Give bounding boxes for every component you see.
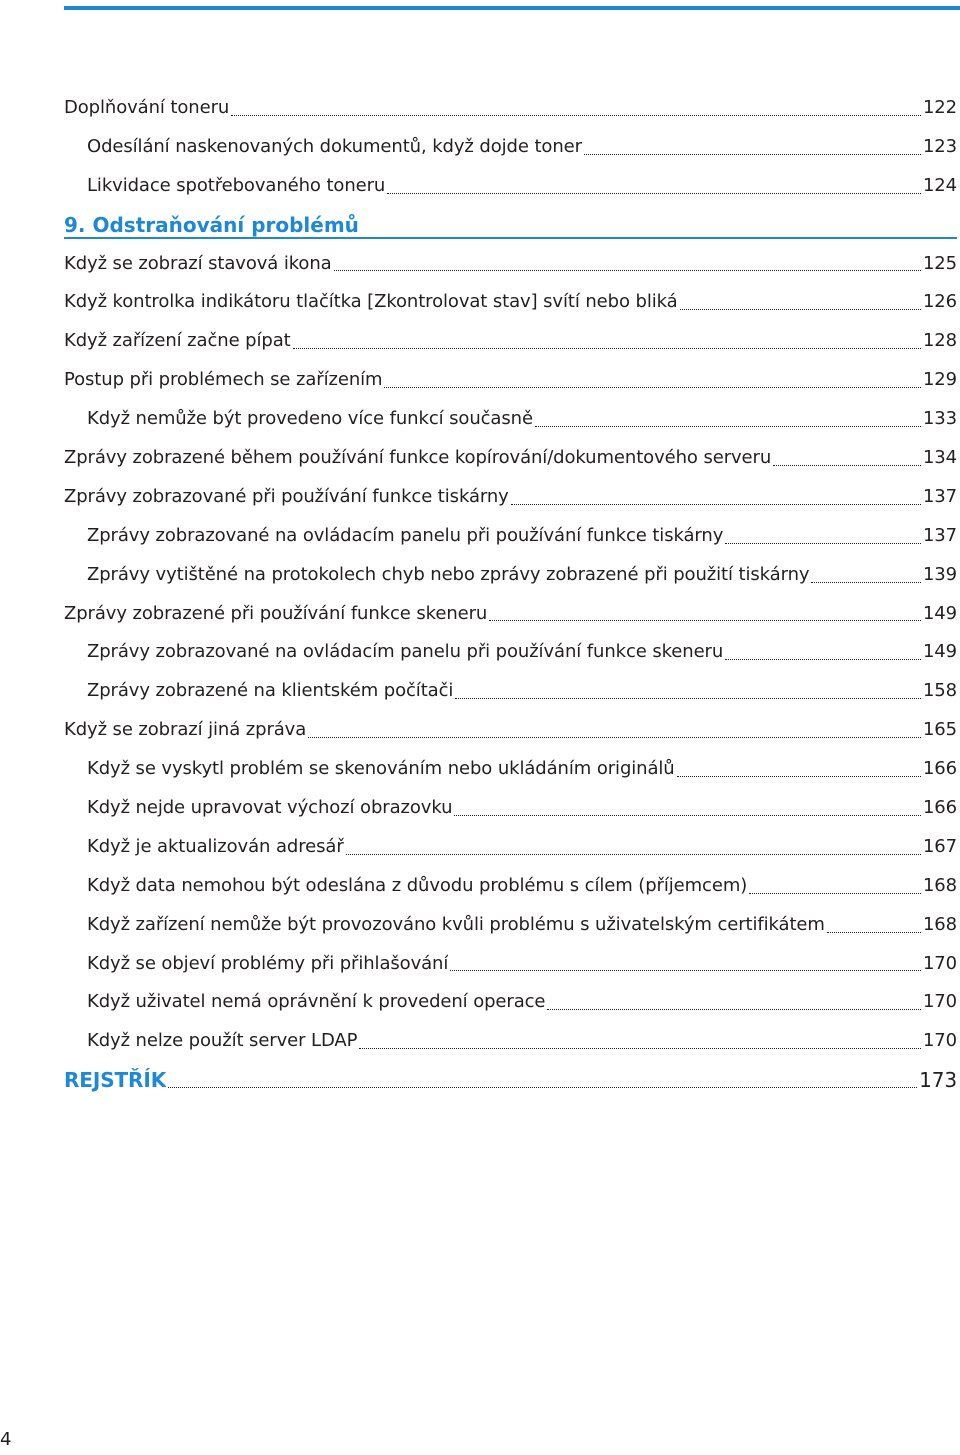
top-rule xyxy=(64,6,960,10)
dot-leader xyxy=(384,386,920,388)
dot-leader xyxy=(334,269,921,271)
toc-entry-page-number: 128 xyxy=(922,330,957,352)
toc-entry[interactable] xyxy=(64,322,957,361)
toc-entry-title: Když zařízení začne pípat xyxy=(64,330,291,352)
toc-entry[interactable] xyxy=(64,517,957,556)
toc-entry-title: Když nemůže být provedeno více funkcí současně xyxy=(87,408,533,430)
chapter-title: 9. Odstraňování problémů xyxy=(64,212,359,237)
chapter-rule xyxy=(64,237,957,239)
toc-entry-page-number: 170 xyxy=(922,1030,957,1052)
toc-entry[interactable] xyxy=(64,89,957,128)
dot-leader xyxy=(489,619,921,621)
dot-leader xyxy=(584,153,921,155)
dot-leader xyxy=(811,581,921,583)
toc-entry-title: Když uživatel nemá oprávnění k provedení operace xyxy=(87,991,546,1013)
toc-entry[interactable] xyxy=(64,361,957,400)
toc-entry-title: Když je aktualizován adresář xyxy=(87,835,344,857)
toc-entry-page-number: 124 xyxy=(922,174,957,196)
toc-entry-page-number: 166 xyxy=(922,797,957,819)
toc-entry[interactable] xyxy=(64,439,957,478)
toc-entry-page-number: 137 xyxy=(922,485,957,507)
toc-entry-title: Když data nemohou být odeslána z důvodu problému s cílem (příjemcem) xyxy=(87,874,748,896)
toc-entry-page-number: 133 xyxy=(922,408,957,430)
toc-entry[interactable] xyxy=(64,867,957,906)
dot-leader xyxy=(827,931,921,933)
toc-entry[interactable] xyxy=(64,595,957,634)
toc-entry-title: Když se objeví problémy při přihlašování xyxy=(87,952,449,974)
toc-entry[interactable] xyxy=(64,711,957,750)
toc-entry-title: Když kontrolka indikátoru tlačítka [Zkontrolovat stav] svítí nebo bliká xyxy=(64,291,678,313)
page-number: 4 xyxy=(0,1429,12,1450)
toc-entry[interactable] xyxy=(64,906,957,945)
toc-entry-title: Postup při problémech se zařízením xyxy=(64,369,383,391)
toc-entry-page-number: 125 xyxy=(922,252,957,274)
toc-entry-page-number: 168 xyxy=(922,874,957,896)
toc-entry-page-number: 165 xyxy=(922,719,957,741)
toc-entry-title: Když zařízení nemůže být provozováno kvůli problému s uživatelským certifikátem xyxy=(87,913,825,935)
toc-entry-page-number: 158 xyxy=(922,680,957,702)
index-title: REJSTŘÍK xyxy=(64,1068,167,1093)
toc-entry-page-number: 137 xyxy=(922,524,957,546)
toc-entry-title: Zprávy vytištěné na protokolech chyb nebo zprávy zobrazené při použití tiskárny xyxy=(87,563,810,585)
toc-entry-title: Zprávy zobrazované při používání funkce tiskárny xyxy=(64,485,509,507)
dot-leader xyxy=(725,542,921,544)
toc-entry-title: Zprávy zobrazované na ovládacím panelu při používání funkce tiskárny xyxy=(87,524,724,546)
toc-entry[interactable] xyxy=(64,556,957,595)
toc-entry-title: Když nelze použít server LDAP xyxy=(87,1030,358,1052)
dot-leader xyxy=(168,1086,917,1088)
toc-entry-title: Když se zobrazí jiná zpráva xyxy=(64,719,307,741)
toc-entry-page-number: 126 xyxy=(922,291,957,313)
toc-entry-page-number: 166 xyxy=(922,758,957,780)
dot-leader xyxy=(450,969,921,971)
toc-entry[interactable] xyxy=(64,633,957,672)
dot-leader xyxy=(346,853,921,855)
dot-leader xyxy=(749,892,921,894)
dot-leader xyxy=(535,425,921,427)
toc-section-before-chapter xyxy=(64,89,957,206)
toc-entry[interactable] xyxy=(64,828,957,867)
dot-leader xyxy=(455,697,921,699)
dot-leader xyxy=(454,814,921,816)
toc-entry-page-number: 149 xyxy=(922,641,957,663)
toc-entry-page-number: 167 xyxy=(922,835,957,857)
toc-entry[interactable] xyxy=(64,478,957,517)
dot-leader xyxy=(308,736,921,738)
dot-leader xyxy=(511,503,921,505)
toc-entry[interactable] xyxy=(64,1022,957,1061)
toc-entry-title: Když se zobrazí stavová ikona xyxy=(64,252,332,274)
dot-leader xyxy=(680,308,921,310)
toc-entry-page-number: 139 xyxy=(922,563,957,585)
toc-entry-title: Zprávy zobrazované na ovládacím panelu při používání funkce skeneru xyxy=(87,641,724,663)
toc-entry[interactable] xyxy=(64,750,957,789)
toc-entry-page-number: 123 xyxy=(922,135,957,157)
dot-leader xyxy=(387,192,921,194)
toc-entry-page-number: 168 xyxy=(922,913,957,935)
dot-leader xyxy=(725,658,921,660)
toc-entry-title: Zprávy zobrazené při používání funkce skeneru xyxy=(64,602,488,624)
chapter-heading[interactable] xyxy=(64,206,957,245)
toc-entry[interactable] xyxy=(64,672,957,711)
dot-leader xyxy=(677,775,921,777)
toc-entry[interactable] xyxy=(64,945,957,984)
toc-entry-title: Likvidace spotřebovaného toneru xyxy=(87,174,386,196)
dot-leader xyxy=(231,114,921,116)
index-page-number: 173 xyxy=(919,1068,957,1093)
toc-entry-title: Odesílání naskenovaných dokumentů, když dojde toner xyxy=(87,135,582,157)
toc-entry-title: Když nejde upravovat výchozí obrazovku xyxy=(87,797,453,819)
dot-leader xyxy=(359,1047,921,1049)
toc-entry[interactable] xyxy=(64,128,957,167)
toc-entry[interactable] xyxy=(64,983,957,1022)
toc-entry[interactable] xyxy=(64,167,957,206)
dot-leader xyxy=(293,347,921,349)
toc-entry-title: Zprávy zobrazené na klientském počítači xyxy=(87,680,454,702)
toc-entry-page-number: 149 xyxy=(922,602,957,624)
toc-entry[interactable] xyxy=(64,789,957,828)
dot-leader xyxy=(773,464,921,466)
table-of-contents xyxy=(64,89,957,1100)
dot-leader xyxy=(547,1008,921,1010)
toc-entry[interactable] xyxy=(64,245,957,284)
toc-entry-page-number: 134 xyxy=(922,447,957,469)
toc-entry-page-number: 170 xyxy=(922,952,957,974)
toc-section-after-chapter xyxy=(64,245,957,1062)
toc-entry-page-number: 122 xyxy=(922,97,957,118)
toc-entry[interactable] xyxy=(64,283,957,322)
toc-entry-title: Doplňování toneru xyxy=(64,97,230,118)
toc-entry-title: Když se vyskytl problém se skenováním nebo ukládáním originálů xyxy=(87,758,675,780)
toc-entry[interactable] xyxy=(64,400,957,439)
toc-entry-page-number: 129 xyxy=(922,369,957,391)
toc-entry-index[interactable] xyxy=(64,1061,957,1100)
toc-entry-page-number: 170 xyxy=(922,991,957,1013)
toc-entry-title: Zprávy zobrazené během používání funkce kopírování/dokumentového serveru xyxy=(64,447,772,469)
